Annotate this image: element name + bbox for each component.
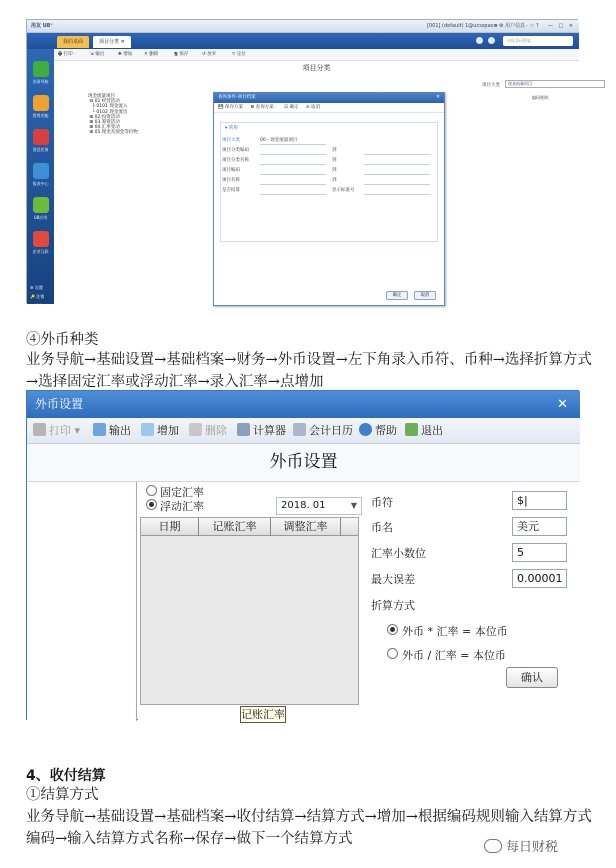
field-underline[interactable] <box>260 174 326 175</box>
row-label: 项目编码 <box>222 168 240 173</box>
currency-form <box>138 482 580 721</box>
float-rate-label: 浮动汇率 <box>160 500 204 513</box>
message-icon <box>33 129 49 145</box>
currency-name-input[interactable]: 美元 <box>512 517 567 536</box>
field-underline[interactable] <box>364 184 430 185</box>
calculator-icon <box>237 423 250 436</box>
conversion-label: 折算方式 <box>371 599 415 612</box>
divide-label: 外币 / 汇率 = 本位币 <box>402 649 506 662</box>
row-to: 到 <box>332 158 337 163</box>
field-underline[interactable] <box>364 194 430 195</box>
export-button[interactable]: 输出 <box>93 418 131 444</box>
nav-apps[interactable]: U8应用 <box>29 197 52 221</box>
max-error-input[interactable]: 0.00001 <box>512 569 567 588</box>
field-underline[interactable] <box>260 194 326 195</box>
rate-decimals-label: 汇率小数位 <box>371 547 426 560</box>
page-title: 项目分类 <box>302 64 331 72</box>
save-scheme-button[interactable]: 💾 保存方案 <box>218 105 244 110</box>
close-icon[interactable]: ✕ <box>436 95 440 100</box>
category-tree[interactable]: 现金流量项目 ⊟ 01 经营活动 ├ 0101 现金流入 └ 0102 现金流出 ⊞ 02 投资活动 ⊞ 03 筹资活动 ⊞ 04 汇率变动 ⊞ 05 现金及现金等价物 <box>88 94 138 136</box>
sub-title: ①结算方式 <box>26 787 99 803</box>
grid-header <box>141 518 358 536</box>
calculator-button[interactable]: 计算器 <box>237 418 286 444</box>
window-controls[interactable]: — □ ✕ <box>547 23 575 29</box>
account-info: [001] (default) 1@ucsspace <box>427 23 497 29</box>
field-underline[interactable] <box>260 184 326 185</box>
exit-button[interactable]: 退出 <box>405 418 443 444</box>
user-info[interactable]: ▾ ⚙ 用户信息 · ☆ ? <box>495 23 539 29</box>
nav-common[interactable]: 常用功能 <box>29 95 52 119</box>
divide-radio[interactable] <box>387 648 398 659</box>
common-conditions <box>220 122 438 242</box>
rate-grid[interactable] <box>140 517 359 705</box>
help-icon <box>359 423 372 436</box>
calendar-icon <box>293 423 306 436</box>
export-icon <box>93 423 106 436</box>
section-text: 业务导航→基础设置→基础档案→财务→外币设置→左下角录入币符、币种→选择折算方式→选择固定汇率或浮动汇率→录入汇率→点增加 <box>26 352 592 390</box>
cancel-button[interactable]: ⊘ 取消 <box>305 105 321 110</box>
row-to: 到 <box>332 178 337 183</box>
tab-project-category[interactable]: 项目分类 ✕ <box>93 36 131 48</box>
sub-text: 业务导航→基础设置→基础档案→收付结算→结算方式→增加→根据编码规则输入结算方式编码→输入结算方式名称→保存→做下一个结算方式 <box>26 809 592 847</box>
page-heading: 外币设置 <box>269 452 338 472</box>
field-underline[interactable] <box>364 164 430 165</box>
row-to: 到 <box>332 148 337 153</box>
window-title: 外币设置 <box>27 391 580 418</box>
currency-name-label: 币名 <box>371 521 393 534</box>
star-icon <box>33 95 49 111</box>
heading-band <box>27 444 580 482</box>
nav-reports[interactable]: 报表中心 <box>29 163 52 187</box>
currency-symbol-label: 币符 <box>371 496 393 509</box>
row-to: 显示标准号 <box>332 188 355 193</box>
group-header[interactable]: ▾ 常用 <box>225 126 238 131</box>
info-icon[interactable] <box>476 37 483 44</box>
period-select[interactable]: 2018. 01 ▼ <box>276 497 362 515</box>
col-adjust-rate[interactable]: 调整汇率 <box>271 518 341 536</box>
tab-desktop[interactable]: 我的桌面 <box>57 36 89 48</box>
print-button[interactable]: 🖶 打印 · <box>58 52 76 57</box>
u8-app-screenshot <box>26 19 578 308</box>
report-icon <box>33 163 49 179</box>
locate-button[interactable]: ▽ 定位 <box>232 52 246 57</box>
dialog-cancel-button[interactable]: 取消 <box>414 291 436 300</box>
field-underline <box>260 144 326 145</box>
enterprise-icon <box>33 231 49 247</box>
settings-icon[interactable] <box>488 37 495 44</box>
dialog-toolbar <box>214 103 444 113</box>
col-booking-rate[interactable]: 记账汇率 <box>199 518 271 536</box>
query-dialog <box>213 92 445 306</box>
float-rate-radio[interactable] <box>146 499 157 510</box>
nav-business[interactable]: 业务导航 <box>29 61 52 85</box>
watermark: 每日财税 <box>484 836 558 855</box>
accounting-calendar-button[interactable]: 会计日历 <box>293 418 353 444</box>
window-toolbar <box>27 418 580 444</box>
help-button[interactable]: 帮助 <box>359 418 397 444</box>
left-nav <box>27 49 54 308</box>
wechat-icon <box>484 839 502 853</box>
max-error-label: 最大误差 <box>371 573 415 586</box>
section-title: ④外币种类 <box>26 332 99 348</box>
nav-logout[interactable]: 🔑 注销 <box>30 294 45 299</box>
business-nav-icon <box>33 61 49 77</box>
field-underline[interactable] <box>364 154 430 155</box>
add-button[interactable]: ✚ 增加 <box>118 52 133 57</box>
app-icon <box>33 197 49 213</box>
section-heading: 4、收付结算 <box>26 768 106 784</box>
rate-decimals-input[interactable]: 5 <box>512 543 567 562</box>
chevron-down-icon: ▼ <box>350 501 357 510</box>
fixed-rate-label: 固定汇率 <box>160 486 204 499</box>
tab-bar <box>27 33 579 49</box>
app-toolbar <box>54 49 579 61</box>
row-value[interactable]: 00 - 现金流量项目 <box>260 138 298 143</box>
row-label: 项目名称 <box>222 178 240 183</box>
row-to: 到 <box>332 168 337 173</box>
category-label: 项目大类 <box>482 83 500 88</box>
category-select[interactable]: 现金流量项目 <box>505 80 605 88</box>
row-label: 项目分类名称 <box>222 158 249 163</box>
row-label: 项目分类编码 <box>222 148 249 153</box>
code-rule-label: 编码规则： <box>532 95 552 100</box>
col-date[interactable]: 日期 <box>141 518 199 536</box>
app-brand: 用友 U8⁺ <box>31 23 53 29</box>
multiply-label: 外币 * 汇率 = 本位币 <box>402 625 508 638</box>
row-label: 项目大类 <box>222 138 240 143</box>
tooltip: 记账汇率 <box>241 708 285 721</box>
discard-button[interactable]: ↺ 放弃 <box>202 52 217 57</box>
dialog-title: 查询条件-项目档案 ✕ <box>214 93 444 103</box>
nav-messages[interactable]: 消息任务 <box>29 129 52 153</box>
export-button[interactable]: ⇲ 输出 <box>90 52 105 57</box>
field-underline[interactable] <box>260 164 326 165</box>
field-underline[interactable] <box>364 174 430 175</box>
delete-icon <box>189 423 202 436</box>
confirm-button[interactable]: 确认 <box>506 667 558 688</box>
nav-enterprise[interactable]: 企业互联 <box>29 231 52 255</box>
dialog-ok-button[interactable]: 确定 <box>386 291 408 300</box>
currency-settings-window <box>26 390 579 720</box>
multiply-radio[interactable] <box>387 624 398 635</box>
add-button[interactable]: 增加 <box>141 418 179 444</box>
currency-symbol-input[interactable]: $| <box>512 491 567 510</box>
print-button[interactable]: 打印 ▾ <box>33 418 80 444</box>
barcode-search-input[interactable]: 单据条码搜索 <box>503 36 573 46</box>
nav-exit[interactable]: ⇥ 退出 <box>30 303 43 308</box>
delete-button[interactable]: 删除 <box>189 418 227 444</box>
currency-list[interactable] <box>27 482 137 721</box>
printer-icon <box>33 423 46 436</box>
app-titlebar <box>27 20 579 33</box>
save-button[interactable]: 🖫 保存 <box>174 52 189 57</box>
exit-icon <box>405 423 418 436</box>
close-icon[interactable]: ✕ <box>557 397 568 412</box>
field-underline[interactable] <box>260 154 326 155</box>
nav-settings[interactable]: ⚙ 设置 <box>30 285 43 290</box>
delete-button[interactable]: ✕ 删除 <box>144 52 159 57</box>
fixed-rate-radio[interactable] <box>146 485 157 496</box>
row-label: 是否结算 <box>222 188 240 193</box>
query-scheme-button[interactable]: ⊞ 查询方案 · <box>250 105 277 110</box>
confirm-button[interactable]: ☑ 确定 <box>283 105 299 110</box>
add-icon <box>141 423 154 436</box>
